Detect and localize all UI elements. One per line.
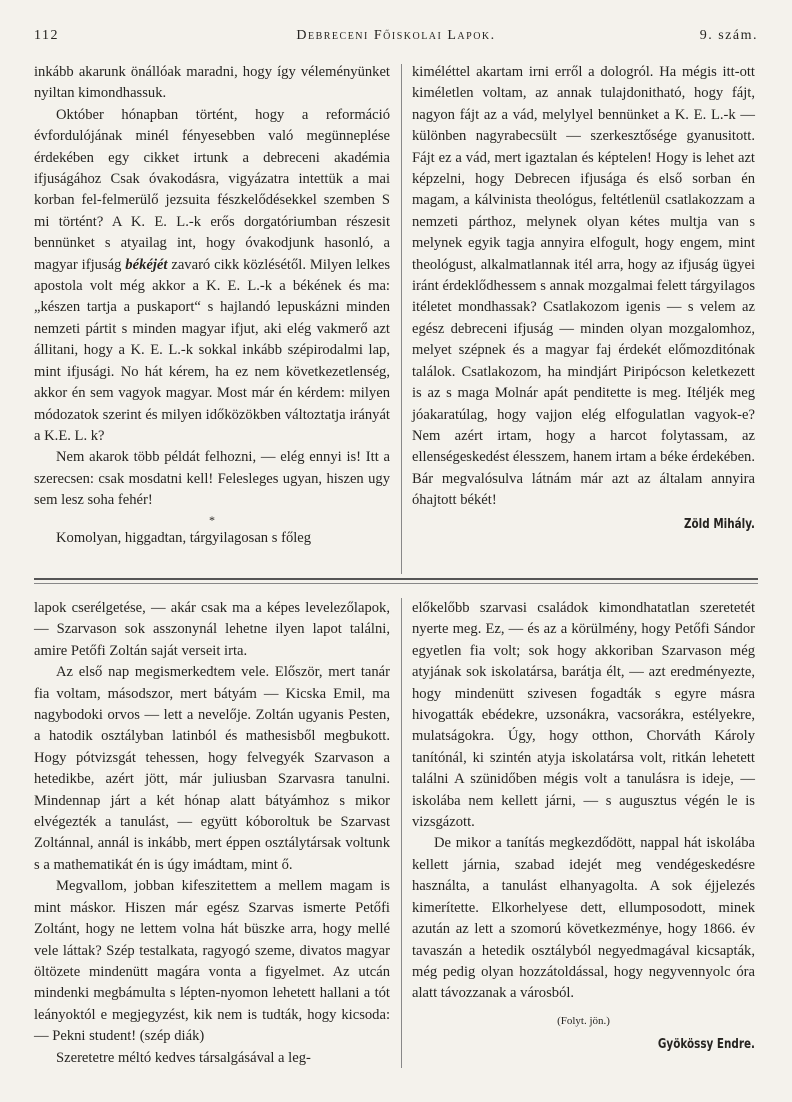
journal-title: Debreceni Főiskolai Lapok. [296,28,496,43]
paragraph: lapok cserélgetése, — akár csak ma a képes levelezőlapok, — Szarvason sok asszonynál lehetne ilyen lapot találni, amire Petőfi Zoltán saját verseit irta. [34,600,390,659]
section-star: * [209,512,215,527]
text-run: Október hónapban történt, hogy a reformáció évfordulójának minél fényesebben való megünneplése érdekében egy cikket irtunk a debreceni akadémia ifjuságához Csak óvakodásra, vigyázatra intettük a mai korban fel-felmerülő jezsuita fészkelődésekkel szemben S mi történt? A K. E. L.-k erős dorgatóriumban részesit bennünket s atyailag int, hogy óvakodjunk hasonló, a magyar ifjuság [34,106,390,273]
paragraph: De mikor a tanítás megkezdődött, nappal hát iskolába kellett járnia, szabad idejét meg vendégeskedésre használta, a tanulást elhanyagolta. A sok éjjelezés kimerítette. Elkorhelyese dett, ellumposodott, minek azután az lett a szomorú következménye, hogy 1866. év tavaszán a hetedik osztályból negyedmagával kicsapták, még pedig olyan hozzátoldással, hogy negyvennyolc óra alatt távozzanak a városból. [412,835,755,1002]
article-bottom-left-column [34,598,390,1069]
article-top-right-column [412,62,755,535]
issue-number: 9. szám. [699,28,758,43]
column-divider-bottom [401,598,402,1068]
author-signature: Zöld Mihály. [684,516,755,532]
section-rule-thin [34,583,758,584]
column-divider-top [401,64,402,574]
paragraph: előkelőbb szarvasi családok kimondhatatlan szeretetét nyerte meg. Ez, — és az a körülmény, hogy Petőfi Sándor egyetlen fia volt; sok hogy akkoriban Szarvason még atyjának sok iskolatársa, barátja élt, — azt eredményezte, hogy mindenütt szivesen fogadták s egyre másra hivogatták ebédekre, uzsonákra, vacsorákra, estélyekre, mulatságokra. Úgy, hogy otthon, Chorváth Károly tanítónál, ki szintén atyja iskolatársa volt, ritkán lehetett találni A szünidőben mégis volt a tanulásra is ideje, — iskolába nem kellett járni, — s augusztus végén le is vizsgázott. [412,600,755,831]
paragraph: Az első nap megismerkedtem vele. Először, mert tanár fia voltam, másodszor, mert bátyám — Kicska Emil, ma nagybodoki orvos — lett a nevelője. Zoltán ugyanis Pesten, a hatodik osztályban latinból és mathesisből megbukott. Hogy pótvizsgát tehessen, hogy felvegyék Szarvason a hetedikbe, azért jött, már juliusban Szarvasra tanulni. Mindennap járt a két hónap alatt bátyámhoz s mikor elvégezték a tanulást, — együtt kóboroltuk be Szarvast Zoltánnal, annál is inkább, mert éppen osztálytársak voltunk s a mathematikát én is úgy imádtam, mint ő. [34,664,390,873]
page-number: 112 [34,28,59,43]
continued-note: (Folyt. jön.) [557,1014,610,1027]
emphasis: békéjét [125,256,168,273]
paragraph: Megvallom, jobban kifeszitettem a mellem magam is mint máskor. Hiszen már egész Szarvas ismerte Petőfi Zoltánt, hogy ne lettem volna hát büszke arra, hogy mellé vele láttak? Szép testalkata, ragyogó szeme, divatos magyar öltözete mindenütt magára vonta a figyelmet. Az utcán mindenki megbámulta s lépten-nyomon lehetett hallani a tót leányoktól e megjegyzést, kik nem is tudták, hogy kicsoda: — Pekni student! (szép diák) [34,878,390,1045]
author-signature: Gyökössy Endre. [657,1037,755,1053]
paragraph [34,105,390,448]
paragraph: kiméléttel akartam irni erről a dologról. Ha mégis itt-ott kiméletlen voltam, az annak tulajdonitható, hogy fájt, nagyon fájt az a vád, melylyel bennünket a K. E. L.-k — különben nagyrabecsült — szerkesztősége gyanusitott. Fájt ez a vád, mert igaztalan és képtelen! Hogy is lehet azt képzelni, hogy Debrecen ifjusága és első sorban én magam, a kálvinista theológus, feltétlenül csatlakozzam a nemzeti párthoz, melynek olyan kétes multja van s melynek egyik tagja annyira elfogult, hogy engem, mint theológust, alkalmatlannak itél arra, hogy az ifjuság ügyei iránt érdeklődhessem s annak mozgalmai felett tárgyilagos itéletet mondhassak? Csatlakozom igenis — s velem az egész debreceni ifjuság — minden olyan mozgalomhoz, melyet szépnek és a magyar faj érdekét előmozditónak találok. Csatlakozom, ha mindjárt Piripócson keletkezett is az s maga Molnár apát penditette is meg. Itéljék meg jóakaratúlag, hogy vajjon elég elfogulatlan vagyok-e? Nem azért irtam, hogy a harcot folytassam, az ellenségeskedést élesszem, hanem irtam a béke érdekében. Bár megvalósulva látnám már azt az általam annyira óhajtott békét! [412,64,755,509]
paragraph: Nem akarok több példát felhozni, — elég ennyi is! Itt a szerecsen: csak mosdatni kell! Felesleges ugyan, hiszen ugy sem lesz soha fehér! [34,449,390,509]
paragraph: Komolyan, higgadtan, tárgyilagosan s főleg [56,529,312,546]
paragraph: inkább akarunk önállóak maradni, hogy így véleményünket nyiltan kimondhassuk. [34,64,390,102]
paragraph: Szeretetre méltó kedves társalgásával a leg- [56,1049,311,1066]
article-top-left-column [34,62,390,549]
section-rule [34,578,758,580]
text-run: zavaró cikk közlésétől. Milyen lelkes apostola volt még akkor a K. E. L.-k a békének és ma: „készen tartja a puskaport“ s hajlandó lepuskázni minden nemzeti pártit s minden magyar ifjut, aki elég vakmerő azt állitani, hogy a K. E. L.-k sokkal inkább szépirodalmi lap, mint ifjusági. No hát kérem, ha ez nem következetlenség, akkor én sem vagyok magyar. Most már én kérdem: milyen módozatok szerint és milyen időközökben változtatja irányát a K.E. L. k? [34,256,390,444]
page-header [34,28,758,50]
article-bottom-right-column [412,598,755,1056]
